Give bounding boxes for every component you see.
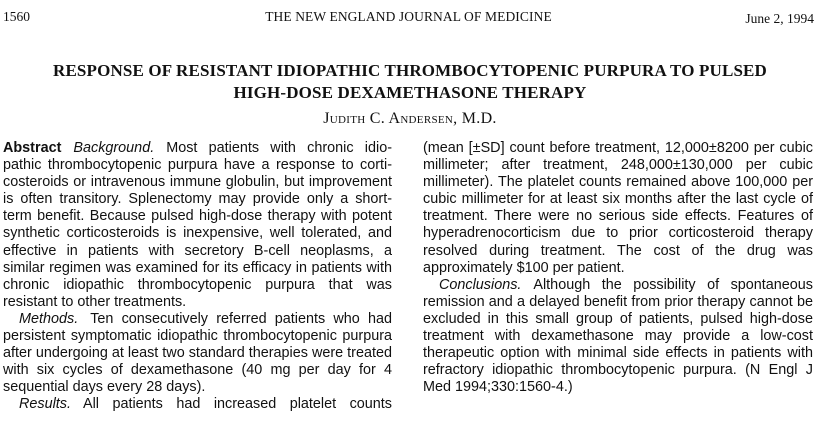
abstract-label: Abstract	[3, 140, 62, 156]
abstract-results-continued	[423, 140, 813, 277]
running-head	[3, 9, 814, 27]
title-line-2: HIGH-DOSE DEXAMETHASONE THERAPY	[233, 83, 587, 102]
abstract-background	[3, 140, 392, 311]
background-label: Background.	[73, 140, 155, 156]
author-degree: , M.D.	[453, 110, 497, 127]
conclusions-text: Although the possibility of spontaneous remission and a delayed benefit from prior therapy cannot be excluded in this small group of patients, pulsed high-dose treatment with dexamethasone may provide a low-cost therapeutic option with minimal side effects in patients with refractory idiopathic thrombocytopenic purpura.	[423, 276, 813, 379]
results-text-left: All patients had increased platelet counts	[82, 396, 392, 413]
issue-date: June 2, 1994	[745, 11, 814, 26]
abstract-column-right	[423, 140, 813, 396]
abstract-column-left	[3, 140, 392, 414]
author-name: Judith C. Andersen	[323, 110, 454, 127]
background-text: Most patients with chronic idiopathic thrombocytopenic purpura have a response to corticosteroids or intravenous immune globulin, but improvement is often transitory. Splenectomy may provide only a short-term benefit. Because pulsed high-dose therapy with potent synthetic corticosteroids is inexpensive, well tolerated, and effective in patients with secretory B-cell neoplasms, a similar regimen was examined for its efficacy in patients with chronic idiopathic thrombocytopenic purpura that was resistant to other treatments.	[3, 140, 392, 310]
abstract-conclusions	[423, 277, 813, 397]
abstract-methods	[3, 311, 392, 396]
results-label: Results.	[19, 396, 71, 413]
methods-label: Methods.	[19, 310, 79, 327]
citation: (N Engl J Med 1994;330:1560-4.)	[423, 362, 813, 396]
author-byline	[0, 110, 820, 128]
results-text-right: (mean [±SD] count before treatment, 12,000±8200 per cubic millimeter; after treatment, 248,000±130,000 per cubic millimeter). The platelet counts remained above 100,000 per cubic millimeter for at least six months after the last cycle of treatment. There were no serious side effects. Features of hyperadrenocorticism due to prior corticosteroid therapy resolved during treatment. The cost of the drug was approximately $100 per patient.	[423, 140, 813, 276]
title-line-1: RESPONSE OF RESISTANT IDIOPATHIC THROMBOCYTOPENIC PURPURA TO PULSED	[53, 61, 767, 80]
conclusions-label: Conclusions.	[439, 276, 522, 293]
methods-text: Ten consecutively referred patients who had persistent symptomatic idiopathic thrombocytopenic purpura after undergoing at least two standard therapies were treated with six cycles of dexamethasone (40 mg per day for 4 sequential days every 28 days).	[3, 310, 392, 396]
abstract-results-start	[3, 396, 392, 413]
journal-name: THE NEW ENGLAND JOURNAL OF MEDICINE	[265, 9, 552, 24]
article-title	[0, 60, 820, 104]
page-number: 1560	[3, 9, 30, 24]
